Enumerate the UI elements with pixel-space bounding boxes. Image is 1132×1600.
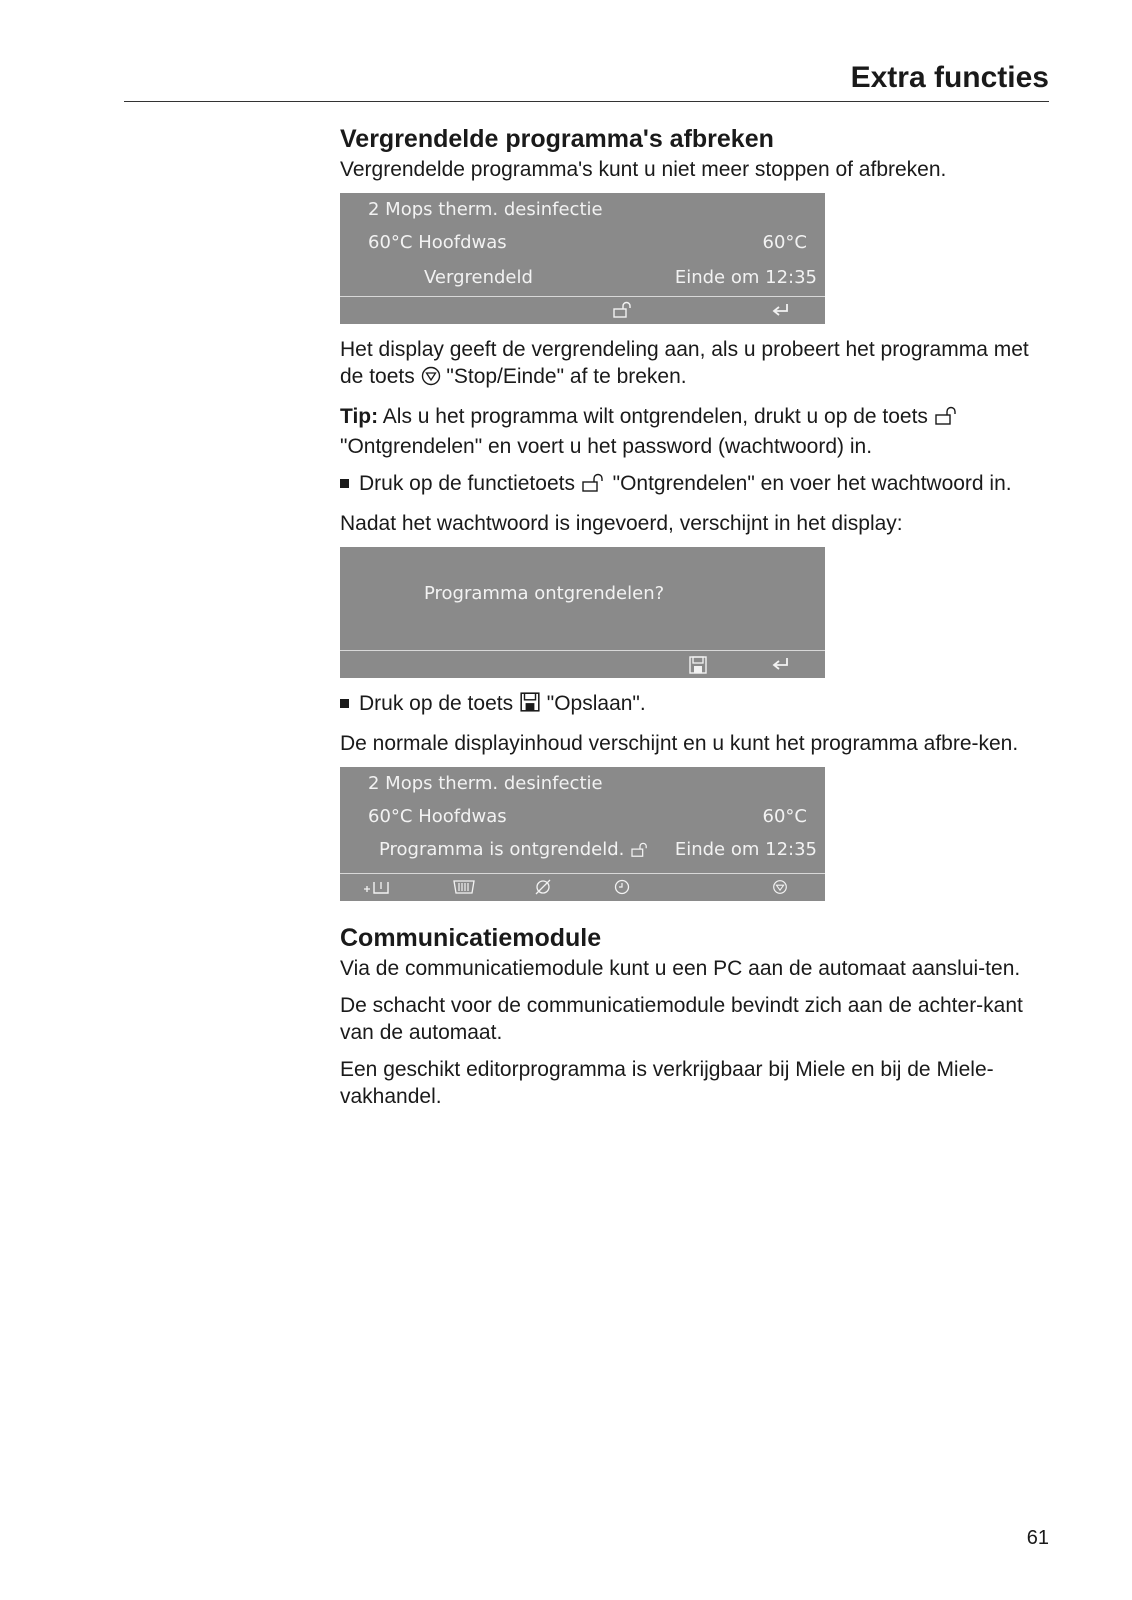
lock-open-icon [630,842,650,863]
lock-open-icon [934,406,960,433]
no-spin-icon [532,878,554,901]
display-temperature: 60°C [762,806,807,827]
bullet-square [340,699,349,708]
display-softkey-bar [340,650,825,678]
return-icon [770,301,792,324]
save-icon [688,655,708,680]
return-icon [770,655,792,678]
communication-paragraph-1: Via de communicatiemodule kunt u een PC aan de automaat aanslui-ten. [340,957,1021,980]
display-unlock-question: Programma ontgrendelen? [424,583,665,604]
header-divider [124,101,1049,102]
display-temperature: 60°C [762,232,807,253]
clock-icon [612,878,632,901]
display-softkey-bar [340,873,825,901]
page-header-title: Extra functies [850,61,1049,94]
communication-paragraph-2: De schacht voor de communicatiemodule bevindt zich aan de achter-kant van de automaat. [340,994,1023,1044]
step-save: Druk op de toets "Opslaan". [340,690,1052,720]
display-program-line: 2 Mops therm. desinfectie [368,773,603,794]
display-unlocked [340,767,825,901]
lock-open-icon [581,473,607,500]
page-number: 61 [1026,1527,1049,1549]
tip-paragraph: Tip: Als u het programma wilt ontgrendelen, drukt u op de toets "Ontgrendelen" en voert u het password (wachtwoord) in. [340,403,1052,460]
display-phase-line: 60°C Hoofdwas [368,232,507,253]
display-end-time: Einde om 12:35 [674,267,817,288]
display-phase-line: 60°C Hoofdwas [368,806,507,827]
lock-open-icon [612,301,634,324]
communication-paragraph-3: Een geschikt editorprogramma is verkrijgbaar bij Miele en bij de Miele-vakhandel. [340,1058,994,1108]
stop-icon [421,366,441,393]
display-locked [340,193,825,324]
display-program-line: 2 Mops therm. desinfectie [368,199,603,220]
password-entered-paragraph: Nadat het wachtwoord is ingevoerd, verschijnt in het display: [340,512,903,535]
normal-display-paragraph: De normale displayinhoud verschijnt en u kunt het programma afbre-ken. [340,732,1019,755]
bullet-square [340,479,349,488]
step-unlock: Druk op de functietoets "Ontgrendelen" en voer het wachtwoord in. [340,470,1052,500]
display-locked-status: Vergrendeld [424,267,533,288]
section-title-communication-module: Communicatiemodule [340,924,602,952]
stop-icon [770,878,790,901]
intro-paragraph: Vergrendelde programma's kunt u niet meer stoppen of afbreken. [340,158,947,181]
lock-info-paragraph: Het display geeft de vergrendeling aan, als u probeert het programma met de toets "Stop/Einde" af te breken. [340,336,1052,393]
display-unlocked-status: Programma is ontgrendeld. [379,839,650,863]
heat-icon [452,878,476,901]
save-icon [519,691,541,720]
main-content [340,122,1052,1120]
display-softkey-bar [340,296,825,324]
display-end-time: Einde om 12:35 [674,839,817,860]
add-water-icon [362,878,396,901]
section-title-locked-programs: Vergrendelde programma's afbreken [340,125,774,153]
display-unlock-prompt [340,547,825,678]
